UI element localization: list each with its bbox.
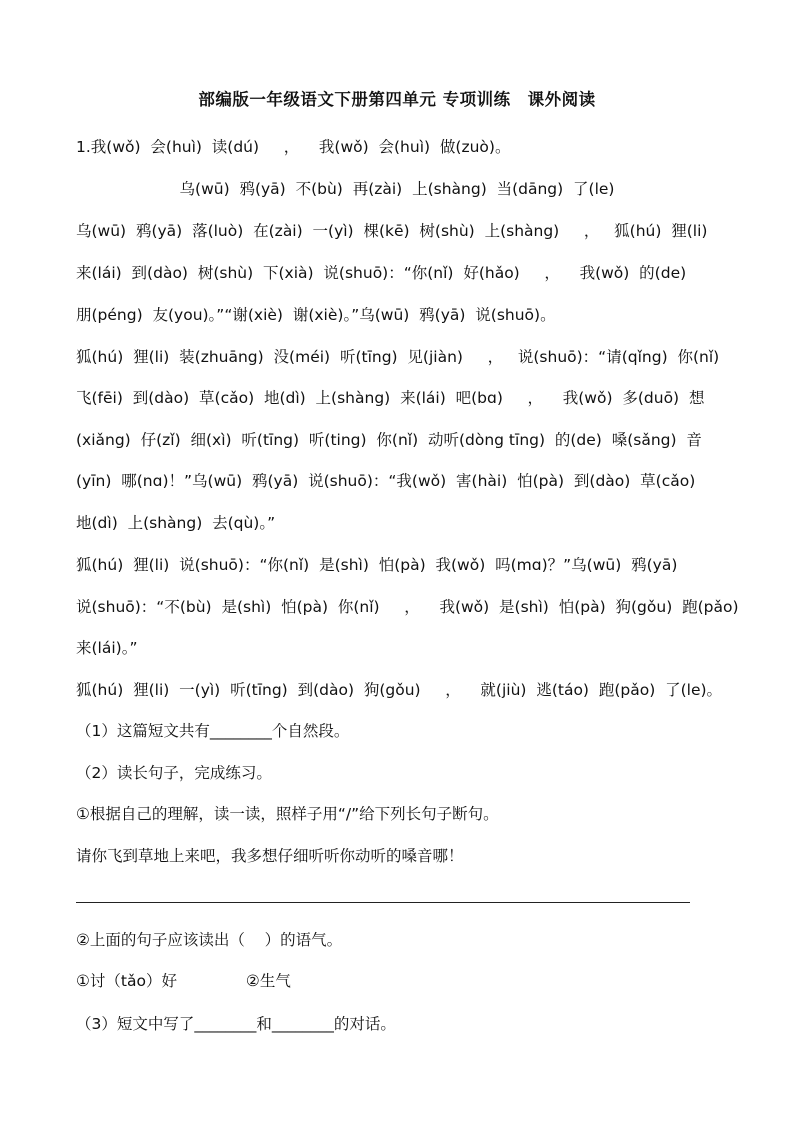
story-line: (yīn) 哪(nɑ)！”乌(wū) 鸦(yā) 说(shuō)：“我(wǒ) 害(hài) 怕(pà) 到(dào) 草(cǎo): [76, 472, 696, 490]
story-line: 狐(hú) 狸(li) 说(shuō)：“你(nǐ) 是(shì) 怕(pà) 我(wǒ) 吗(mɑ)？”乌(wū) 鸦(yā): [76, 556, 678, 574]
story-line: 朋(péng) 友(you)。”“谢(xiè) 谢(xiè)。”乌(wū) 鸦(yā) 说(shuō)。: [76, 306, 556, 324]
question-part-2a: ①根据自己的理解，读一读，照样子用“/”给下列长句子断句。: [76, 805, 499, 823]
story-line: 乌(wū) 鸦(yā) 落(luò) 在(zài) 一(yì) 棵(kē) 树(shù) 上(shàng) ， 狐(hú) 狸(li): [76, 222, 708, 240]
story-line: 来(lái)。”: [76, 639, 138, 657]
question-1-intro: 1.我(wǒ) 会(huì) 读(dú) ， 我(wǒ) 会(huì) 做(zuò)。: [76, 138, 511, 156]
story-title: 乌(wū) 鸦(yā) 不(bù) 再(zài) 上(shàng) 当(dāng) 了(le): [179, 180, 615, 198]
question-part-2: （2）读长句子，完成练习。: [76, 764, 272, 782]
page-title: 部编版一年级语文下册第四单元 专项训练 课外阅读: [198, 90, 596, 109]
story-line: 地(dì) 上(shàng) 去(qù)。”: [76, 514, 276, 532]
question-part-2b: ②上面的句子应该读出（ ）的语气。: [76, 931, 343, 949]
story-line: 飞(fēi) 到(dào) 草(cǎo) 地(dì) 上(shàng) 来(lái) 吧(bɑ) ， 我(wǒ) 多(duō) 想: [76, 389, 705, 407]
story-line: 狐(hú) 狸(li) 一(yì) 听(tīng) 到(dào) 狗(gǒu) ， 就(jiù) 逃(táo) 跑(pǎo) 了(le)。: [76, 681, 723, 699]
story-line: (xiǎng) 仔(zǐ) 细(xì) 听(tīng) 听(ting) 你(nǐ) 动听(dòng tīng) 的(de) 嗓(sǎng) 音: [76, 431, 702, 449]
story-line: 说(shuō)：“不(bù) 是(shì) 怕(pà) 你(nǐ) ， 我(wǒ) 是(shì) 怕(pà) 狗(gǒu) 跑(pǎo): [76, 598, 739, 616]
story-line: 狐(hú) 狸(li) 装(zhuāng) 没(méi) 听(tīng) 见(jiàn) ， 说(shuō)：“请(qǐng) 你(nǐ): [76, 348, 720, 366]
question-part-1: （1）这篇短文共有________个自然段。: [76, 722, 350, 740]
story-line: 来(lái) 到(dào) 树(shù) 下(xià) 说(shuō)：“你(nǐ) 好(hǎo) ， 我(wǒ) 的(de): [76, 264, 687, 282]
answer-line: [76, 902, 690, 903]
question-part-3: （3）短文中写了________和________的对话。: [76, 1015, 396, 1033]
answer-options: ①讨（tǎo）好 ②生气: [76, 972, 291, 990]
practice-sentence: 请你飞到草地上来吧，我多想仔细听听你动听的嗓音哪！: [76, 847, 464, 865]
